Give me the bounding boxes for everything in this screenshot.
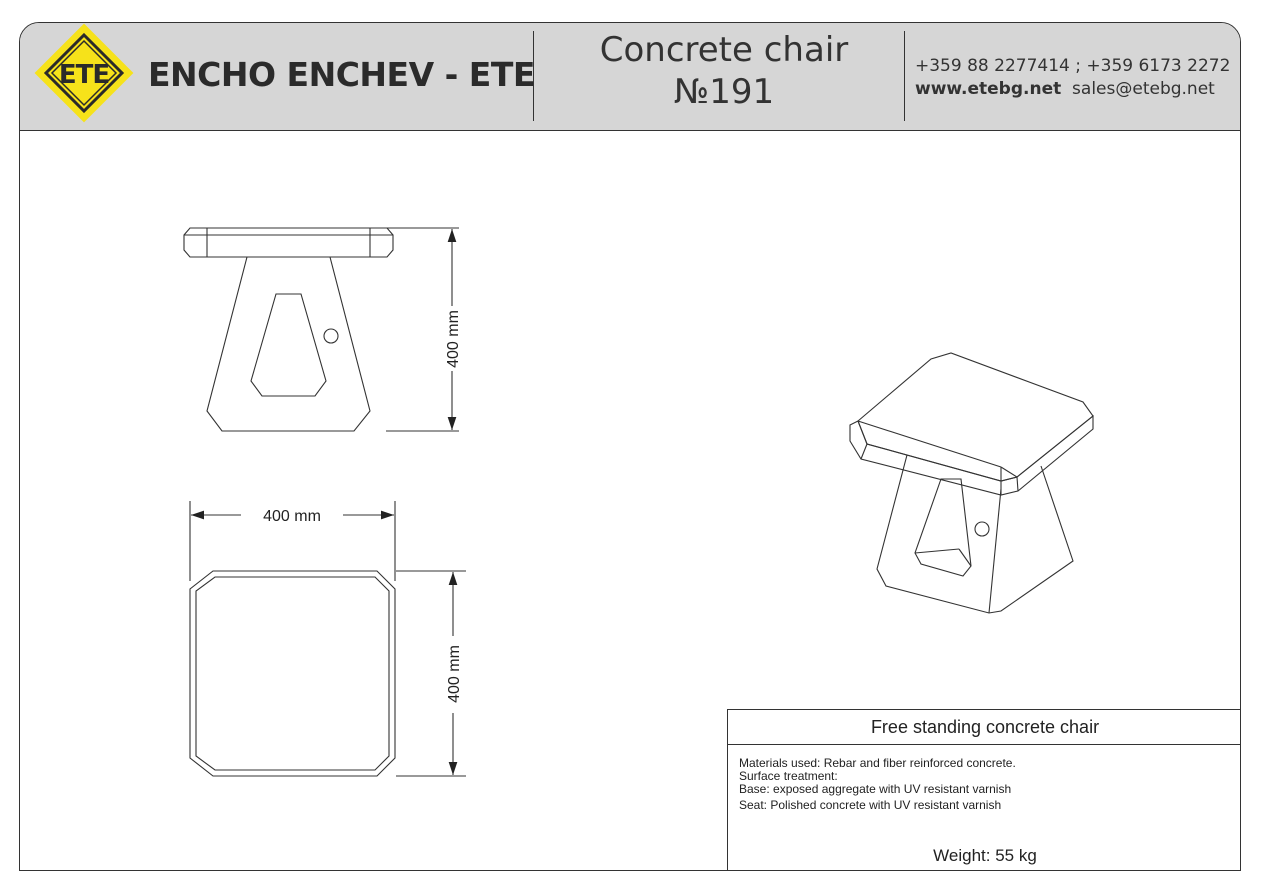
drawing-sheet <box>19 22 1241 871</box>
seat-inner-outline <box>196 577 389 770</box>
surface-text: Surface treatment: <box>739 769 838 783</box>
iso-seat-top <box>858 353 1093 481</box>
info-title: Free standing concrete chair <box>728 710 1241 745</box>
base-opening <box>251 294 326 396</box>
iso-base <box>877 455 1073 613</box>
top-view <box>190 571 395 776</box>
weight-text: Weight: 55 kg <box>933 846 1037 865</box>
info-box <box>727 709 1241 871</box>
bolt-hole <box>324 329 338 343</box>
base-text: Base: exposed aggregate with UV resistant varnish <box>739 782 1012 796</box>
phone-numbers: +359 88 2277414 ; +359 6173 2272 <box>915 56 1231 76</box>
iso-base-opening <box>915 479 971 576</box>
logo-text: ETE <box>58 60 110 90</box>
title-line-1: Concrete chair <box>599 30 849 70</box>
website-link[interactable]: www.etebg.net <box>915 79 1062 99</box>
info-body <box>728 745 1241 812</box>
height-dimension-label: 400 mm <box>445 310 462 368</box>
isometric-view <box>850 353 1093 613</box>
base-frame <box>207 257 370 431</box>
iso-bolt-hole <box>975 522 989 536</box>
company-name: ENCHO ENCHEV - ETE <box>148 55 535 94</box>
title-line-2: №191 <box>673 72 775 112</box>
seat-outline <box>190 571 395 776</box>
seat-text: Seat: Polished concrete with UV resistant varnish <box>739 798 1002 812</box>
side-view <box>184 228 393 431</box>
materials-text: Materials used: Rebar and fiber reinforced concrete. <box>739 756 1016 770</box>
depth-dimension-label: 400 mm <box>446 645 463 703</box>
seat-slab <box>184 228 393 257</box>
iso-seat-edge <box>850 416 1093 495</box>
width-dimension-label: 400 mm <box>263 508 321 525</box>
email-link[interactable]: sales@etebg.net <box>1072 79 1215 99</box>
